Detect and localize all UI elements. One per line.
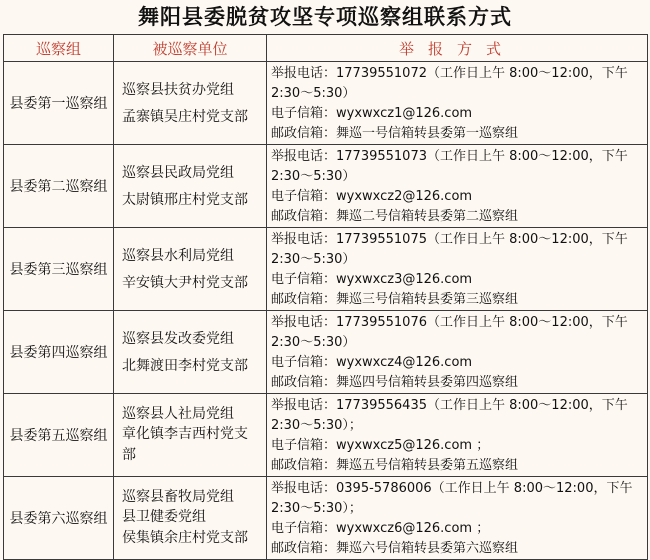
header-row xyxy=(4,35,648,62)
unit-line: 巡察县人社局党组 xyxy=(122,405,234,422)
page-title: 舞阳县委脱贫攻坚专项巡察组联系方式 xyxy=(138,4,512,29)
email-line: 电子信箱：wyxwxcz6@126.com ； xyxy=(271,521,490,536)
table-row xyxy=(4,62,648,145)
phone-hours-line: 2:30～5:30）； xyxy=(271,418,362,433)
phone-line: 举报电话：17739551076（工作日上午 8:00～12:00，下午 xyxy=(271,315,628,330)
unit-line: 部 xyxy=(122,446,136,463)
phone-line: 举报电话：17739556435（工作日上午 8:00～12:00，下午 xyxy=(271,398,628,413)
units-cell xyxy=(114,394,267,477)
table-row xyxy=(4,311,648,394)
group-cell: 县委第三巡察组 xyxy=(4,228,114,311)
phone-line: 举报电话：17739551075（工作日上午 8:00～12:00，下午 xyxy=(271,232,628,247)
postal-line: 邮政信箱：舞巡四号信箱转县委第四巡察组 xyxy=(271,375,519,390)
header-method: 举报方式 xyxy=(267,35,648,62)
group-cell: 县委第六巡察组 xyxy=(4,477,114,560)
unit-line: 县卫健委党组 xyxy=(122,509,206,526)
units-cell xyxy=(114,311,267,394)
unit-line: 巡察县发改委党组 xyxy=(122,330,234,347)
unit-line: 孟寨镇吴庄村党支部 xyxy=(122,108,248,125)
unit-line: 巡察县扶贫办党组 xyxy=(122,81,234,98)
postal-line: 邮政信箱：舞巡二号信箱转县委第二巡察组 xyxy=(271,209,519,224)
phone-hours-line: 2:30～5:30）； xyxy=(271,501,362,516)
unit-line: 巡察县畜牧局党组 xyxy=(122,488,234,505)
table-row xyxy=(4,477,648,560)
table-row xyxy=(4,228,648,311)
contact-cell xyxy=(267,311,648,394)
email-line: 电子信箱：wyxwxcz3@126.com xyxy=(271,272,473,287)
table-row xyxy=(4,145,648,228)
unit-line: 巡察县民政局党组 xyxy=(122,164,234,181)
group-cell: 县委第一巡察组 xyxy=(4,62,114,145)
header-group: 巡察组 xyxy=(4,35,114,62)
unit-line: 章化镇李吉西村党支 xyxy=(122,426,248,443)
email-line: 电子信箱：wyxwxcz2@126.com xyxy=(271,189,473,204)
phone-line: 举报电话：0395-5786006（工作日上午 8:00～12:00，下午 xyxy=(271,481,633,496)
units-cell xyxy=(114,145,267,228)
postal-line: 邮政信箱：舞巡三号信箱转县委第三巡察组 xyxy=(271,292,519,307)
postal-line: 邮政信箱：舞巡一号信箱转县委第一巡察组 xyxy=(271,126,519,141)
table-row xyxy=(4,394,648,477)
contact-cell xyxy=(267,477,648,560)
header-units: 被巡察单位 xyxy=(114,35,267,62)
postal-line: 邮政信箱：舞巡五号信箱转县委第五巡察组 xyxy=(271,458,519,473)
unit-line: 太尉镇邢庄村党支部 xyxy=(122,191,248,208)
unit-line: 侯集镇余庄村党支部 xyxy=(122,529,248,546)
unit-line: 辛安镇大尹村党支部 xyxy=(122,274,248,291)
phone-hours-line: 2:30～5:30） xyxy=(271,335,356,350)
phone-hours-line: 2:30～5:30） xyxy=(271,86,356,101)
group-cell: 县委第五巡察组 xyxy=(4,394,114,477)
phone-hours-line: 2:30～5:30） xyxy=(271,169,356,184)
phone-line: 举报电话：17739551073（工作日上午 8:00～12:00，下午 xyxy=(271,149,628,164)
unit-line: 巡察县水利局党组 xyxy=(122,247,234,264)
units-cell xyxy=(114,477,267,560)
group-cell: 县委第二巡察组 xyxy=(4,145,114,228)
postal-line: 邮政信箱：舞巡六号信箱转县委第六巡察组 xyxy=(271,541,519,556)
units-cell xyxy=(114,228,267,311)
unit-line: 北舞渡田李村党支部 xyxy=(122,357,248,374)
contact-table xyxy=(3,34,648,560)
contact-cell xyxy=(267,145,648,228)
email-line: 电子信箱：wyxwxcz4@126.com xyxy=(271,355,473,370)
contact-cell xyxy=(267,394,648,477)
phone-hours-line: 2:30～5:30） xyxy=(271,252,356,267)
group-cell: 县委第四巡察组 xyxy=(4,311,114,394)
contact-cell xyxy=(267,228,648,311)
email-line: 电子信箱：wyxwxcz5@126.com ； xyxy=(271,438,490,453)
phone-line: 举报电话：17739551072（工作日上午 8:00～12:00，下午 xyxy=(271,66,628,81)
units-cell xyxy=(114,62,267,145)
email-line: 电子信箱：wyxwxcz1@126.com xyxy=(271,106,473,121)
contact-cell xyxy=(267,62,648,145)
